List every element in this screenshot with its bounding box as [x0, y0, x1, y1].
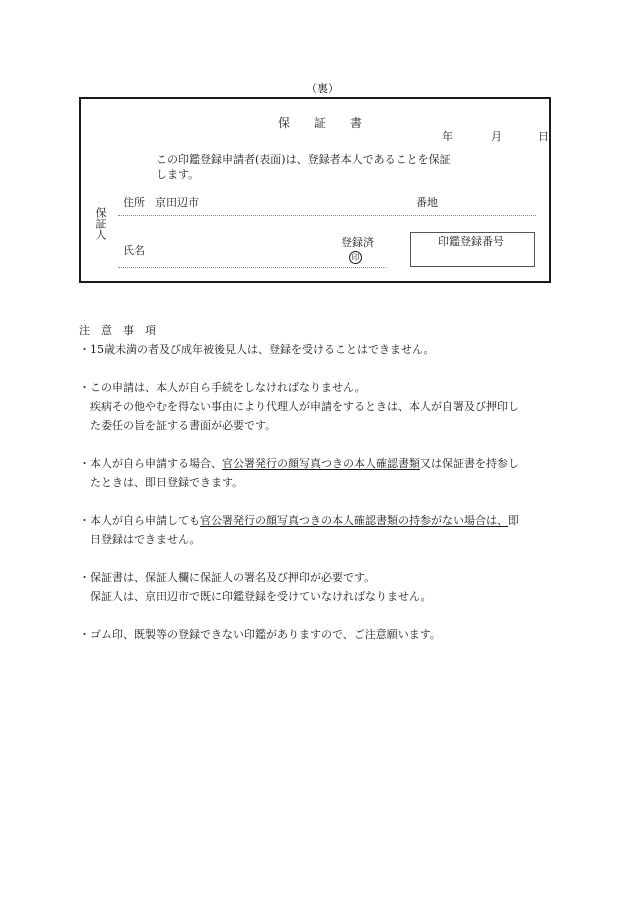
- note-item-4-text-a: ・本人が自ら申請しても: [79, 514, 200, 527]
- note-item-5-line2: 保証人は、京田辺市で既に印鑑登録を受けていなければなりません。: [90, 590, 432, 603]
- note-item-3-text-a: ・本人が自ら申請する場合、: [79, 457, 222, 470]
- guarantee-statement-line2: します。: [156, 168, 200, 181]
- guarantee-title: 保 証 書: [278, 116, 363, 130]
- note-item-3-line2: たときは、即日登録できます。: [90, 476, 244, 489]
- note-item-5-line1: ・保証書は、保証人欄に保証人の署名及び押印が必要です。: [79, 571, 376, 584]
- seal-mark: 印: [349, 251, 362, 264]
- name-label: 氏名: [123, 244, 145, 257]
- guarantee-statement-line1: この印鑑登録申請者(表面)は、登録者本人であることを保証: [156, 153, 451, 166]
- note-item-6: ・ゴム印、既製等の登録できない印鑑がありますので、ご注意願います。: [79, 628, 441, 641]
- note-item-2-line2: 疾病その他やむを得ない事由により代理人が申請をするときは、本人が自署及び押印し: [90, 400, 519, 413]
- date-month-label: 月: [491, 130, 502, 143]
- note-item-3-text-b: 又は保証書を持参し: [420, 457, 519, 470]
- registered-label: 登録済: [341, 236, 374, 249]
- note-item-2-line1: ・この申請は、本人が自ら手続をしなければなりません。: [79, 381, 366, 394]
- date-year-label: 年: [442, 130, 453, 143]
- note-item-1: ・15歳未満の者及び成年被後見人は、登録を受けることはできません。: [79, 343, 435, 356]
- name-field-line[interactable]: [118, 267, 386, 268]
- note-item-4-text-b: 即: [508, 514, 519, 527]
- note-item-3-line1: [79, 458, 519, 469]
- back-side-label: （裏）: [306, 82, 339, 95]
- date-day-label: 日: [538, 130, 549, 143]
- notes-heading: 注 意 事 項: [79, 324, 156, 337]
- guarantor-side-label: 保証人: [94, 207, 107, 240]
- address-city: 京田辺市: [155, 196, 199, 209]
- address-field-line[interactable]: [118, 215, 536, 216]
- banchi-label: 番地: [416, 196, 438, 209]
- note-item-4-line1: [79, 515, 519, 526]
- note-item-4-line2: 日登録はできません。: [90, 533, 201, 546]
- note-item-3-underlined: 官公署発行の顔写真つきの本人確認書類: [222, 457, 420, 470]
- registration-number-label: 印鑑登録番号: [438, 235, 504, 248]
- note-item-2-line3: た委任の旨を証する書面が必要です。: [90, 419, 277, 432]
- note-item-4-underlined: 官公署発行の顔写真つきの本人確認書類の持参がない場合は、: [200, 514, 508, 527]
- address-label: 住所: [123, 196, 145, 209]
